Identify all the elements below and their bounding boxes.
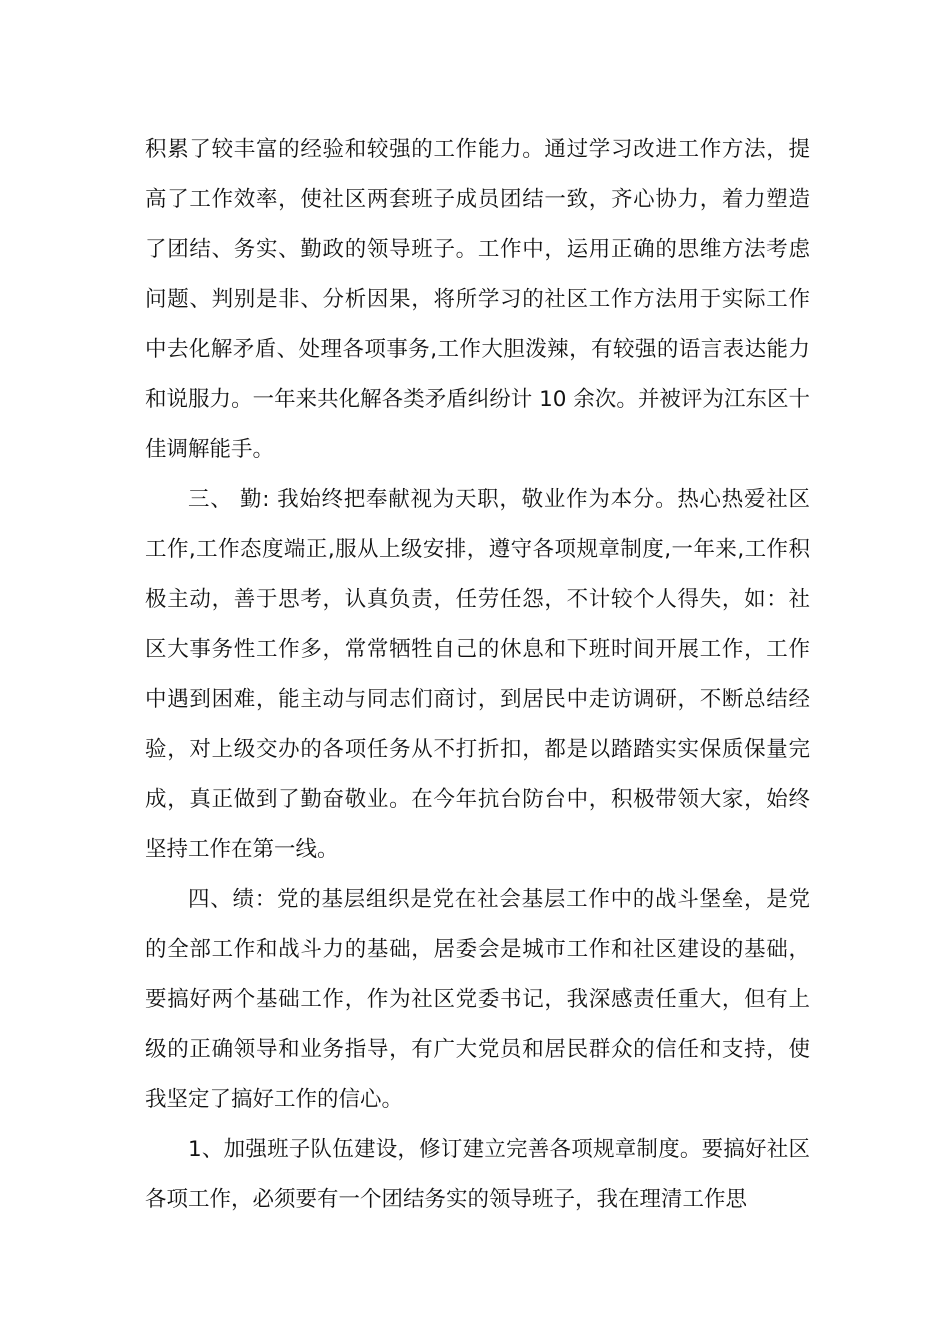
paragraph-section-four: 四、绩：党的基层组织是党在社会基层工作中的战斗堡垒，是党的全部工作和战斗力的基础，居委会是城市工作和社区建设的基础，要搞好两个基础工作，作为社区党委书记，我深感责任重大，但有上级的正确领导和业务指导，有广大党员和居民群众的信任和支持，使我坚定了搞好工作的信心。	[145, 887, 810, 1112]
paragraph-section-three: 三、 勤: 我始终把奉献视为天职，敬业作为本分。热心热爱社区工作,工作态度端正,服从上级安排，遵守各项规章制度,一年来,工作积极主动，善于思考，认真负责，任劳任怨，不计较个人得失，如：社区大事务性工作多，常常牺牲自己的休息和下班时间开展工作，工作中遇到困难，能主动与同志们商讨，到居民中走访调研，不断总结经验，对上级交办的各项任务从不打折扣，都是以踏踏实实保质保量完成，真正做到了勤奋敬业。在今年抗台防台中，积极带领大家，始终坚持工作在第一线。	[145, 487, 810, 862]
paragraph-continued: 积累了较丰富的经验和较强的工作能力。通过学习改进工作方法，提高了工作效率，使社区两套班子成员团结一致，齐心协力，着力塑造了团结、务实、勤政的领导班子。工作中，运用正确的思维方法考虑问题、判别是非、分析因果，将所学习的社区工作方法用于实际工作中去化解矛盾、处理各项事务,工作大胆泼辣，有较强的语言表达能力和说服力。一年来共化解各类矛盾纠纷计 10 余次。并被评为江东区十佳调解能手。	[145, 137, 810, 462]
paragraph-item-one: 1、加强班子队伍建设，修订建立完善各项规章制度。要搞好社区各项工作，必须要有一个团结务实的领导班子，我在理清工作思	[145, 1137, 810, 1212]
document-body	[145, 125, 810, 1225]
